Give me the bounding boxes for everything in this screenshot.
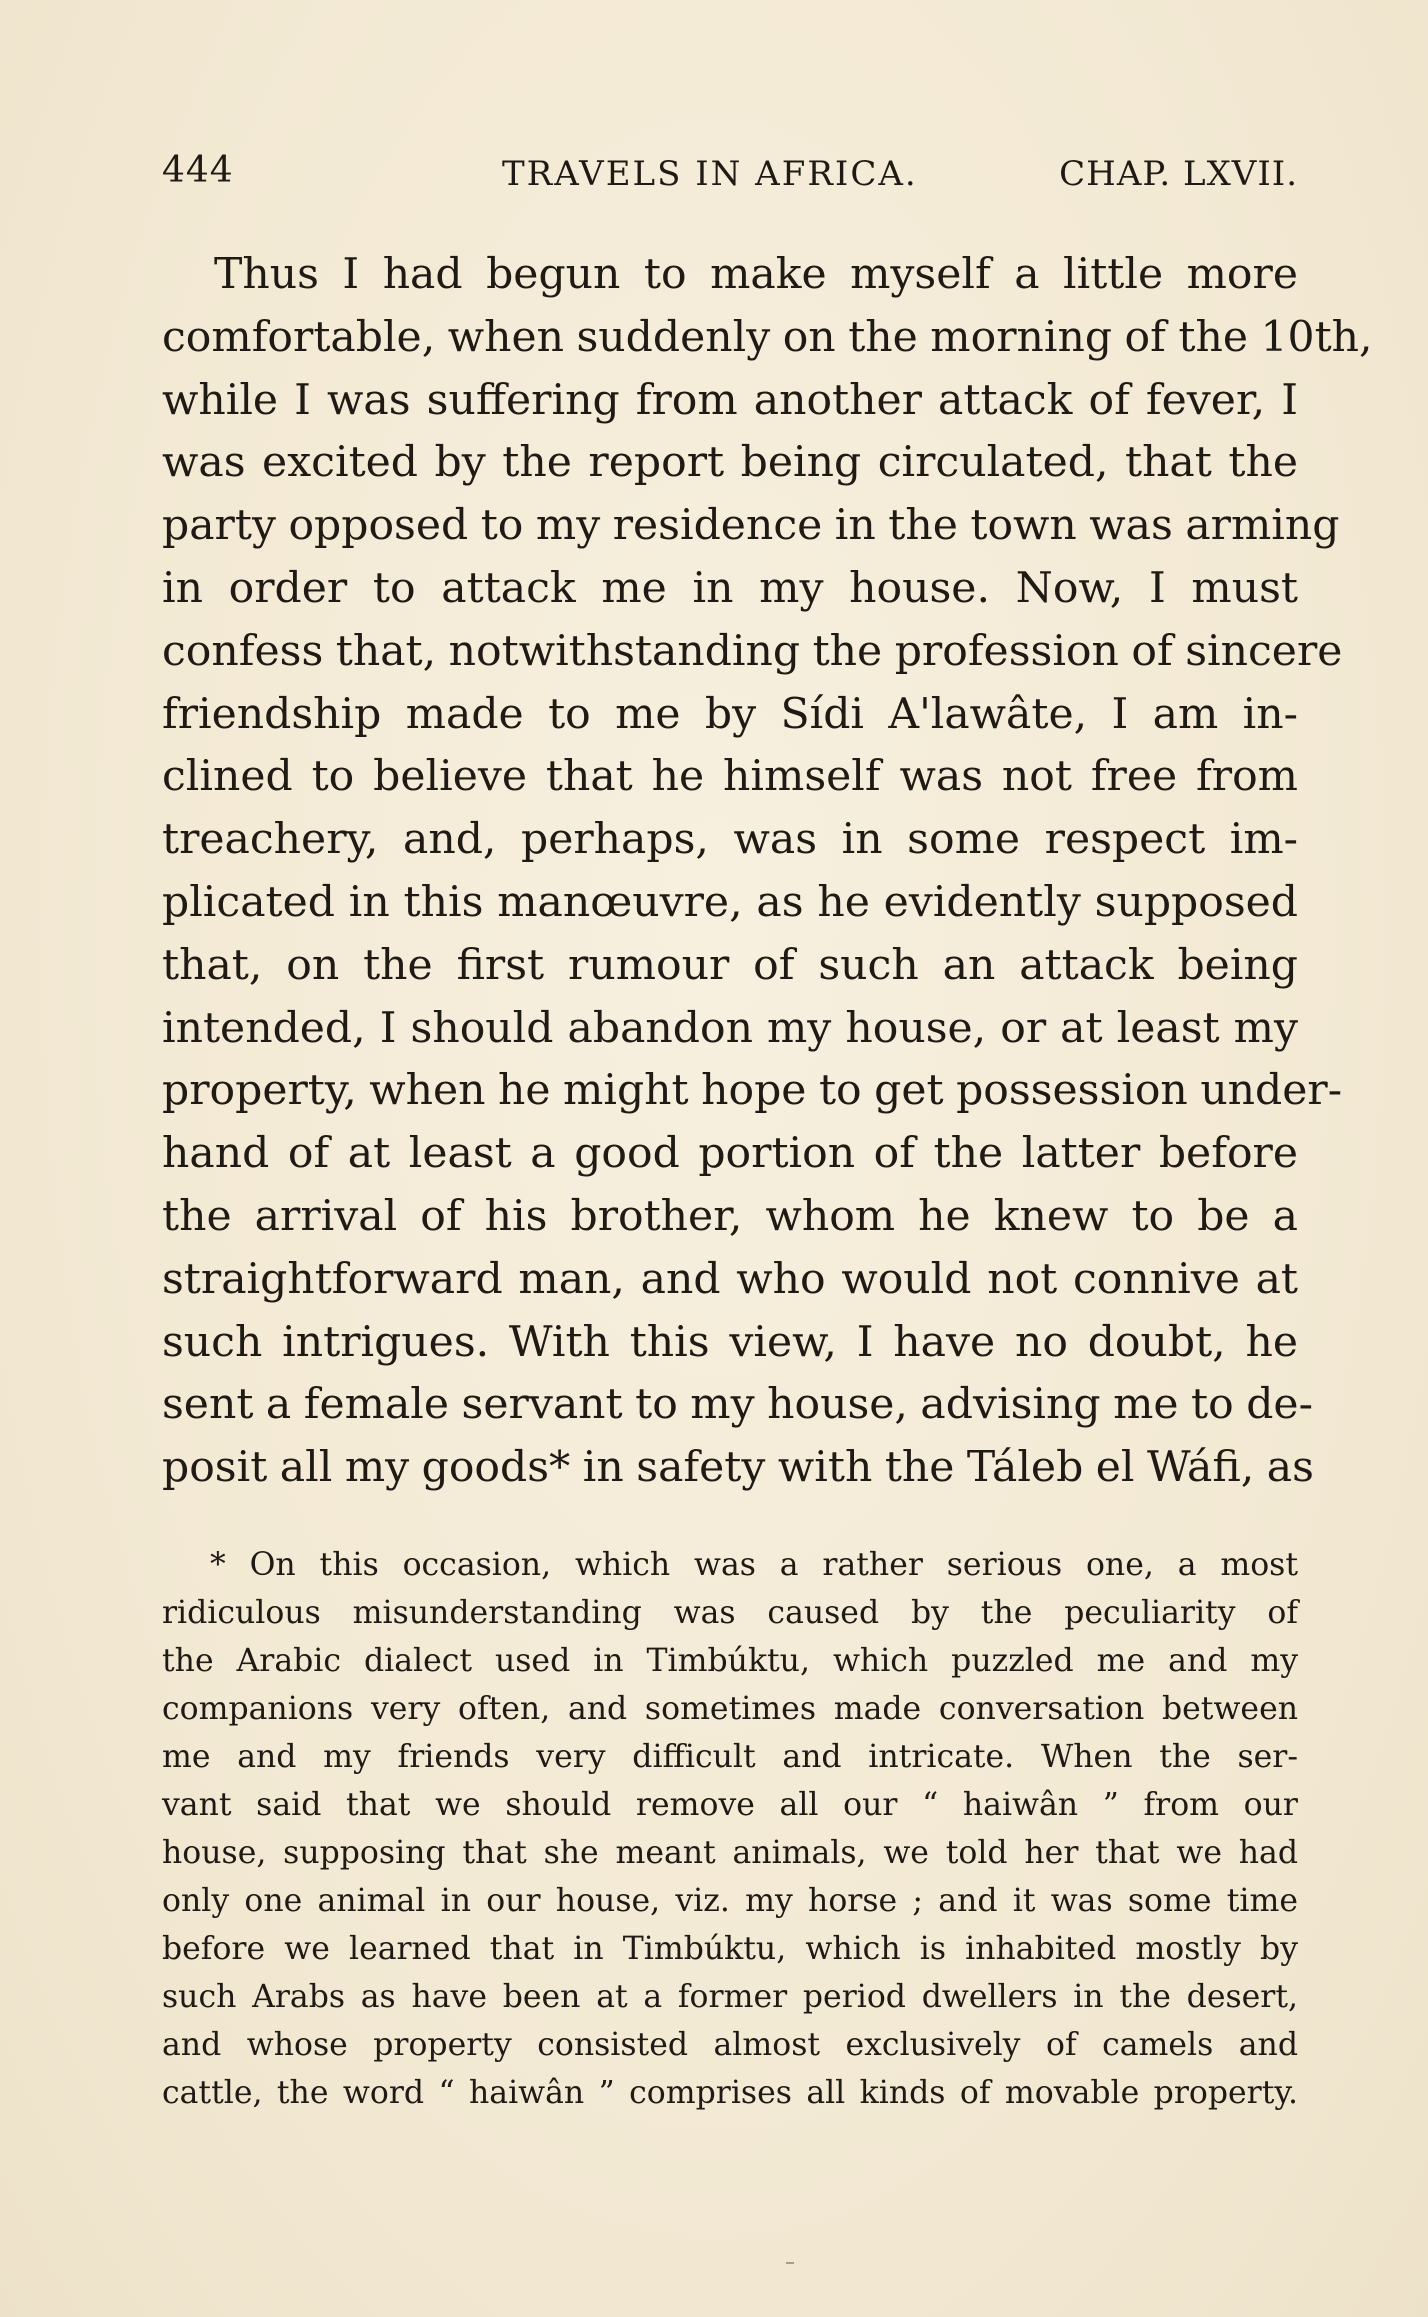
footnote-line: house, supposing that she meant animals, we told her that we had	[162, 1835, 1298, 1871]
text-line: while I was suffering from another attack of fever, I	[162, 375, 1298, 425]
text-line: straightforward man, and who would not connive at	[162, 1254, 1298, 1304]
paper-speck	[786, 2262, 794, 2264]
text-line: party opposed to my residence in the town was arming	[162, 501, 1340, 551]
text-line: in order to attack me in my house. Now, I must	[162, 563, 1298, 613]
footnote-line: cattle, the word “ haiwân ” comprises all kinds of movable property.	[162, 2075, 1298, 2111]
text-line: plicated in this manœuvre, as he evidently supposed	[162, 877, 1298, 927]
text-line: that, on the first rumour of such an attack being	[162, 940, 1298, 990]
text-line: the arrival of his brother, whom he knew to be a	[162, 1191, 1298, 1241]
text-line: was excited by the report being circulated, that the	[162, 438, 1298, 488]
footnote-line: before we learned that in Timbúktu, which is inhabited mostly by	[162, 1931, 1298, 1967]
text-line: hand of at least a good portion of the latter before	[162, 1129, 1298, 1179]
footnote-line: * On this occasion, which was a rather serious one, a most	[210, 1547, 1298, 1583]
footnote-line: the Arabic dialect used in Timbúktu, which puzzled me and my	[162, 1643, 1298, 1679]
running-title: TRAVELS IN AFRICA.	[502, 154, 918, 194]
footnote-line: such Arabs as have been at a former period dwellers in the desert,	[162, 1979, 1298, 2015]
text-line: posit all my goods* in safety with the Táleb el Wáfi, as	[162, 1443, 1314, 1493]
footnote-line: vant said that we should remove all our “ haiwân ” from our	[162, 1787, 1298, 1823]
page-number: 444	[162, 150, 234, 191]
text-line: such intrigues. With this view, I have no doubt, he	[162, 1317, 1298, 1367]
text-line: Thus I had begun to make myself a little more	[214, 250, 1298, 299]
page-header	[162, 150, 1298, 210]
text-line: clined to believe that he himself was not free from	[162, 752, 1298, 802]
chapter-heading: CHAP. LXVII.	[1059, 154, 1298, 194]
main-text	[162, 244, 1373, 1500]
footnote-line: and whose property consisted almost exclusively of camels and	[162, 2027, 1298, 2063]
footnote-line: me and my friends very difficult and intricate. When the ser-	[162, 1739, 1298, 1775]
footnote-line: companions very often, and sometimes made conversation between	[162, 1691, 1298, 1727]
footnote-line: only one animal in our house, viz. my horse ; and it was some time	[162, 1883, 1298, 1919]
text-line: comfortable, when suddenly on the morning of the 10th,	[162, 312, 1373, 362]
text-line: sent a female servant to my house, advising me to de-	[162, 1380, 1313, 1430]
text-line: property, when he might hope to get possession under-	[162, 1066, 1343, 1116]
text-line: intended, I should abandon my house, or at least my	[162, 1003, 1298, 1053]
text-line: confess that, notwithstanding the profession of sincere	[162, 626, 1343, 676]
footnote	[162, 1541, 1298, 2117]
text-line: friendship made to me by Sídi A'lawâte, I am in-	[162, 689, 1298, 739]
footnote-line: ridiculous misunderstanding was caused by the peculiarity of	[162, 1595, 1298, 1631]
text-line: treachery, and, perhaps, was in some respect im-	[162, 815, 1298, 865]
